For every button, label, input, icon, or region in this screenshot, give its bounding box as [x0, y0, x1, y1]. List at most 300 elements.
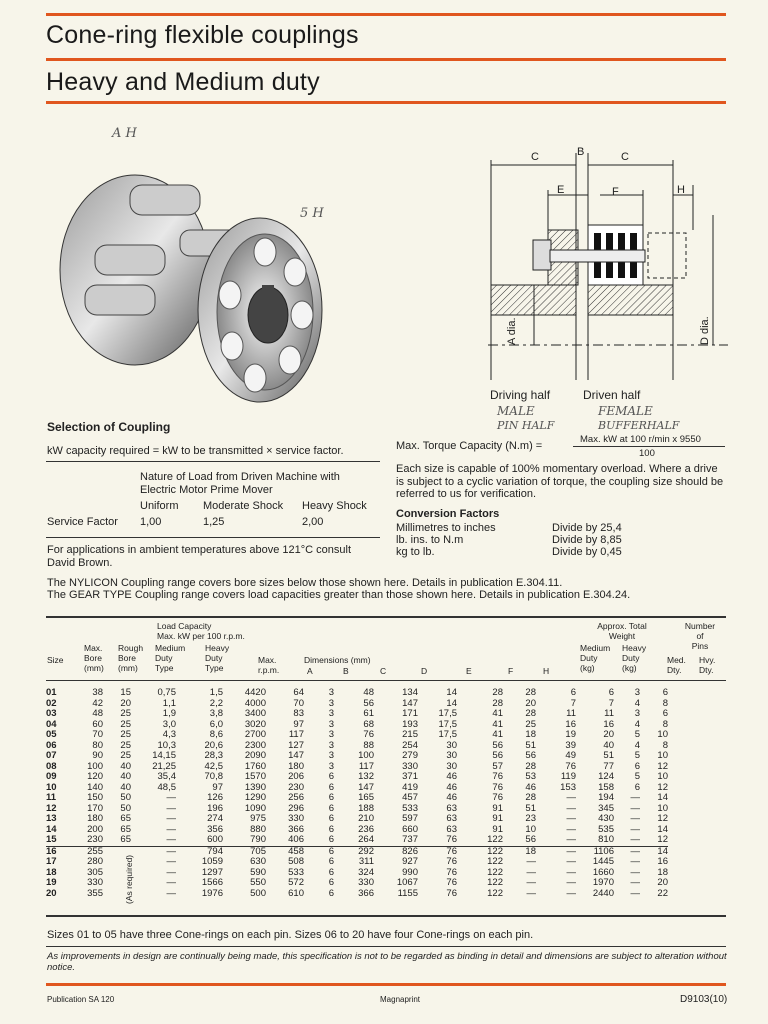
table-cell: 3020	[244, 718, 266, 730]
table-cell: 77	[603, 760, 614, 772]
as-required-label: (As required)	[124, 854, 134, 904]
dim-label-d-dia: D dia.	[699, 316, 711, 345]
hdr-dim-h: H	[543, 666, 550, 676]
table-cell: 76	[446, 834, 457, 845]
nature-of-load-heading: Nature of Load from Driven Machine with Electric Motor Prime Mover	[140, 471, 340, 496]
table-cell: 91	[492, 823, 503, 835]
table-cell: 196	[207, 802, 223, 814]
table-cell: 16	[565, 718, 576, 730]
table-cell: 458	[288, 845, 304, 857]
table-cell: 5	[634, 729, 640, 740]
table-cell: —	[630, 845, 640, 857]
table-cell: 30	[446, 760, 457, 772]
hdr-dim-e: E	[466, 666, 472, 676]
table-cell: 3	[634, 708, 640, 719]
table-cell: 122	[487, 845, 503, 857]
table-cell: 3	[634, 687, 640, 698]
table-cell: 41	[492, 718, 503, 730]
hdr-dim-a: A	[307, 666, 313, 676]
range-note-gear: The GEAR TYPE Coupling range covers load capacities greater than those shown here. Details in publication E.304.24.	[47, 589, 631, 601]
table-cell: 6	[570, 687, 576, 698]
table-cell: 15	[46, 834, 57, 845]
table-cell: 535	[598, 823, 614, 835]
table-cell: 12	[657, 781, 668, 793]
table-cell: 134	[402, 687, 418, 698]
table-cell: 371	[402, 771, 418, 782]
table-cell: 147	[358, 781, 374, 793]
table-cell: 119	[560, 771, 576, 782]
table-cell: 1660	[592, 866, 614, 878]
table-cell: 5	[634, 750, 640, 761]
table-cell: 76	[446, 845, 457, 857]
table-cell: 210	[358, 813, 374, 824]
table-cell: 122	[487, 887, 503, 899]
table-cell: —	[630, 802, 640, 814]
table-cell: —	[630, 856, 640, 867]
range-note-nylicon: The NYLICON Coupling range covers bore sizes below those shown here. Details in publication E.304.11.	[47, 577, 563, 589]
table-cell: 19	[565, 729, 576, 740]
table-cell: —	[166, 866, 176, 878]
table-cell: 02	[46, 697, 57, 709]
table-cell: 4	[634, 697, 640, 709]
conversion-factor-1: Divide by 25,4	[552, 522, 622, 534]
table-cell: 03	[46, 708, 57, 719]
table-cell: 2440	[592, 887, 614, 899]
table-cell: 3	[328, 760, 334, 772]
table-cell: 3	[328, 750, 334, 761]
table-cell: 25	[120, 708, 131, 719]
hdr-load-capacity: Load Capacity Max. kW per 100 r.p.m.	[157, 621, 245, 641]
table-cell: 04	[46, 718, 57, 730]
table-cell: 6	[328, 823, 334, 835]
selection-rule-bottom	[46, 537, 380, 538]
table-cell: 600	[207, 834, 223, 845]
table-cell: —	[630, 813, 640, 824]
table-cell: 790	[250, 834, 266, 845]
table-cell: 200	[87, 823, 103, 835]
table-cell: 7	[608, 697, 614, 709]
table-header-rule	[46, 680, 726, 681]
table-cell: 1976	[201, 887, 223, 899]
hdr-pins-heavy: Hvy. Dty.	[699, 655, 716, 675]
table-cell: 1566	[201, 877, 223, 888]
table-cell: 56	[525, 750, 536, 761]
table-cell: 70,8	[204, 771, 223, 782]
table-cell: 56	[492, 739, 503, 751]
table-cell: 6	[328, 856, 334, 867]
table-cell: 14	[46, 823, 57, 835]
driving-half-label: Driving half	[490, 388, 551, 402]
table-cell: 188	[358, 802, 374, 814]
table-cell: 158	[598, 781, 614, 793]
cone-ring-note: Sizes 01 to 05 have three Cone-rings on each pin. Sizes 06 to 20 have four Cone-rings on each pin.	[47, 929, 534, 941]
table-cell: 90	[92, 750, 103, 761]
hdr-rough-bore: Rough Bore (mm)	[118, 643, 144, 673]
table-cell: 170	[87, 802, 103, 814]
hdr-max-bore: Max. Bore (mm)	[84, 643, 104, 673]
table-cell: 46	[446, 781, 457, 793]
table-cell: 264	[358, 834, 374, 845]
table-cell: 147	[402, 697, 418, 709]
table-cell: 83	[293, 708, 304, 719]
table-cell: 11	[46, 792, 57, 803]
table-cell: 25	[120, 750, 131, 761]
table-cell: 63	[446, 813, 457, 824]
table-cell: 280	[87, 856, 103, 867]
table-cell: 2300	[244, 739, 266, 751]
table-cell: 572	[288, 877, 304, 888]
table-cell: 46	[446, 792, 457, 803]
table-cell: 06	[46, 739, 57, 751]
table-cell: 3	[328, 708, 334, 719]
driven-half-label: Driven half	[583, 388, 641, 402]
table-cell: 8,6	[209, 729, 223, 740]
table-cell: 3	[328, 687, 334, 698]
table-cell: 10	[46, 781, 57, 793]
table-cell: 28	[525, 760, 536, 772]
table-cell: 10	[657, 750, 668, 761]
table-cell: 48	[92, 708, 103, 719]
table-row	[46, 730, 668, 741]
table-cell: 292	[358, 845, 374, 857]
table-cell: —	[566, 802, 576, 814]
table-cell: 42,5	[204, 760, 223, 772]
table-cell: 76	[492, 792, 503, 803]
table-cell: 48	[363, 687, 374, 698]
table-cell: 64	[293, 687, 304, 698]
photo-handwriting-1: A H	[112, 126, 137, 141]
table-cell: 17,5	[438, 729, 457, 740]
hdr-dimensions: Dimensions (mm)	[304, 655, 371, 665]
table-cell: 1067	[396, 877, 418, 888]
table-cell: 153	[560, 781, 576, 793]
table-cell: 12	[657, 834, 668, 845]
dim-label-c-right: C	[621, 151, 629, 163]
table-cell: 419	[402, 781, 418, 793]
table-cell: —	[526, 866, 536, 878]
table-cell: 14	[657, 792, 668, 803]
table-cell: —	[630, 792, 640, 803]
table-cell: 3,8	[209, 708, 223, 719]
table-cell: 296	[288, 802, 304, 814]
table-cell: 366	[288, 823, 304, 835]
table-cell: 30	[446, 739, 457, 751]
table-cell: 25	[120, 718, 131, 730]
table-cell: 6	[328, 813, 334, 824]
table-cell: 630	[250, 856, 266, 867]
footer-printer: Magnaprint	[380, 995, 421, 1004]
top-rule	[46, 13, 726, 16]
table-cell: 975	[250, 813, 266, 824]
torque-fraction-line	[573, 446, 725, 447]
table-cell: 508	[288, 856, 304, 867]
hdr-max-rpm: Max. r.p.m.	[258, 655, 280, 675]
table-cell: 49	[565, 750, 576, 761]
service-factor-label: Service Factor	[47, 516, 118, 528]
table-cell: 122	[487, 856, 503, 867]
table-cell: —	[630, 823, 640, 835]
table-cell: 12	[657, 760, 668, 772]
notes-rule	[46, 946, 726, 947]
table-cell: 80	[92, 739, 103, 751]
table-cell: 39	[565, 739, 576, 751]
table-cell: 20	[525, 697, 536, 709]
table-cell: 8	[662, 739, 668, 751]
table-cell: 16	[603, 718, 614, 730]
table-cell: 56	[492, 750, 503, 761]
table-cell: 330	[288, 813, 304, 824]
table-cell: 230	[87, 834, 103, 845]
hdr-weight-heavy: Heavy Duty (kg)	[622, 643, 647, 673]
table-cell: 14	[657, 823, 668, 835]
table-cell: 406	[288, 834, 304, 845]
hdr-weight-medium: Medium Duty (kg)	[580, 643, 611, 673]
table-cell: 76	[565, 760, 576, 772]
table-cell: 132	[358, 771, 374, 782]
title-bottom-rule	[46, 101, 726, 104]
table-cell: 18	[525, 729, 536, 740]
table-cell: 21,25	[152, 760, 176, 772]
table-cell: 46	[446, 771, 457, 782]
table-cell: 6	[662, 687, 668, 698]
table-cell: 08	[46, 760, 57, 772]
table-cell: 63	[446, 802, 457, 814]
table-cell: 6	[328, 802, 334, 814]
table-cell: 65	[120, 834, 131, 845]
table-cell: 1106	[593, 845, 614, 857]
table-cell: 16	[657, 856, 668, 867]
table-cell: 13	[46, 813, 57, 824]
table-cell: 5	[634, 771, 640, 782]
table-cell: 57	[492, 760, 503, 772]
table-cell: 20,6	[204, 739, 223, 751]
table-cell: —	[166, 792, 176, 803]
table-cell: 215	[402, 729, 418, 740]
dim-label-b: B	[577, 146, 585, 158]
table-row	[46, 793, 668, 804]
table-cell: 4000	[244, 697, 266, 709]
table-cell: 14	[657, 845, 668, 857]
handwriting-female: FEMALE	[598, 404, 653, 418]
table-cell: 236	[358, 823, 374, 835]
table-cell: 20	[657, 877, 668, 888]
table-cell: 16	[46, 845, 57, 857]
torque-label: Max. Torque Capacity (N.m) =	[396, 440, 543, 452]
table-cell: 10	[525, 823, 536, 835]
dim-label-h: H	[677, 184, 685, 196]
table-cell: 1290	[244, 792, 266, 803]
table-cell: 70	[92, 729, 103, 740]
table-cell: 533	[402, 802, 418, 814]
hdr-weight: Approx. Total Weight	[597, 621, 647, 641]
table-cell: 56	[363, 697, 374, 709]
table-row	[46, 857, 668, 868]
hdr-dim-c: C	[380, 666, 387, 676]
table-cell: 366	[358, 887, 374, 899]
table-cell: 3	[328, 739, 334, 751]
dim-label-f: F	[612, 186, 619, 198]
table-cell: 1,5	[209, 687, 223, 698]
table-cell: 705	[250, 845, 266, 857]
table-cell: 20	[120, 697, 131, 709]
factor-col-heavy: Heavy Shock	[302, 500, 367, 512]
table-cell: 01	[46, 687, 57, 698]
table-cell: 660	[402, 823, 418, 835]
table-cell: 1760	[244, 760, 266, 772]
table-cell: 117	[358, 760, 374, 772]
table-cell: 279	[402, 750, 418, 761]
hdr-dim-b: B	[343, 666, 349, 676]
table-cell: —	[166, 856, 176, 867]
table-cell: 63	[446, 823, 457, 835]
table-cell: —	[566, 856, 576, 867]
table-cell: 2090	[244, 750, 266, 761]
table-cell: 25	[120, 729, 131, 740]
table-cell: 19	[46, 877, 57, 888]
table-cell: 3400	[244, 708, 266, 719]
table-cell: 126	[207, 792, 223, 803]
table-cell: 05	[46, 729, 57, 740]
table-cell: 6	[328, 845, 334, 857]
middle-rule	[46, 58, 726, 61]
table-cell: 127	[288, 739, 304, 751]
table-cell: 4,3	[162, 729, 176, 740]
table-cell: 8	[662, 718, 668, 730]
photo-handwriting-2: 5 H	[300, 206, 324, 221]
table-cell: 274	[207, 813, 223, 824]
table-cell: 46	[525, 781, 536, 793]
handwriting-buffer-half: BUFFERHALF	[598, 419, 680, 432]
table-cell: 1970	[592, 877, 614, 888]
page-title-line1: Cone-ring flexible couplings	[46, 21, 359, 49]
table-cell: 38	[92, 687, 103, 698]
table-cell: 122	[487, 877, 503, 888]
table-cell: 17,5	[438, 708, 457, 719]
table-cell: 330	[402, 760, 418, 772]
table-cell: 1059	[201, 856, 223, 867]
conversion-factor-3: Divide by 0,45	[552, 546, 622, 558]
table-cell: 30	[446, 750, 457, 761]
table-cell: 165	[358, 792, 374, 803]
table-row	[46, 688, 668, 699]
table-cell: 6	[662, 708, 668, 719]
table-cell: 41	[492, 708, 503, 719]
footer-rule	[46, 983, 726, 986]
table-cell: —	[166, 887, 176, 899]
table-cell: 11	[566, 708, 576, 719]
table-cell: 1155	[397, 887, 418, 899]
table-cell: 18	[525, 845, 536, 857]
table-cell: 880	[250, 823, 266, 835]
table-cell: 6	[328, 792, 334, 803]
table-cell: 4	[634, 718, 640, 730]
table-cell: 171	[402, 708, 418, 719]
table-cell: 20	[46, 887, 57, 899]
table-cell: 48,5	[157, 781, 176, 793]
table-cell: 122	[487, 866, 503, 878]
selection-heading: Selection of Coupling	[47, 420, 171, 434]
table-cell: 1,1	[162, 697, 176, 709]
table-cell: 305	[87, 866, 103, 878]
table-cell: 430	[598, 813, 614, 824]
table-cell: —	[566, 792, 576, 803]
table-cell: 1445	[592, 856, 614, 867]
table-cell: 10	[657, 802, 668, 814]
table-cell: 6	[328, 887, 334, 899]
table-top-rule	[46, 616, 726, 618]
table-cell: 28	[492, 697, 503, 709]
table-cell: 09	[46, 771, 57, 782]
table-cell: 810	[598, 834, 614, 845]
table-cell: 355	[87, 887, 103, 899]
conversion-from-3: kg to lb.	[396, 546, 435, 558]
table-cell: —	[166, 877, 176, 888]
table-cell: 7	[570, 697, 576, 709]
coupling-photo	[40, 120, 340, 420]
table-cell: 50	[120, 792, 131, 803]
table-cell: 1297	[201, 866, 223, 878]
table-cell: 51	[525, 739, 536, 751]
ambient-note: For applications in ambient temperatures above 121°C consult David Brown.	[47, 544, 352, 569]
table-cell: —	[526, 856, 536, 867]
table-cell: 10,3	[157, 739, 176, 751]
table-cell: 3	[328, 729, 334, 740]
table-cell: 42	[92, 697, 103, 709]
table-cell: 91	[492, 813, 503, 824]
table-cell: 40	[120, 781, 131, 793]
table-cell: —	[566, 877, 576, 888]
table-cell: 40	[120, 760, 131, 772]
table-cell: 76	[492, 781, 503, 793]
table-cell: 0,75	[157, 687, 176, 698]
table-row	[46, 814, 668, 825]
table-cell: 91	[492, 802, 503, 814]
table-cell: 6	[328, 877, 334, 888]
coupling-spec-table	[46, 688, 668, 899]
table-cell: 180	[288, 760, 304, 772]
hdr-heavy-duty: Heavy Duty Type	[205, 643, 230, 673]
table-cell: 3,0	[162, 718, 176, 730]
table-cell: 40	[120, 771, 131, 782]
table-cell: —	[566, 823, 576, 835]
table-cell: 100	[358, 750, 374, 761]
factor-value-uniform: 1,00	[140, 516, 162, 528]
table-row	[46, 772, 668, 783]
table-cell: —	[566, 887, 576, 899]
table-cell: 6	[328, 834, 334, 845]
table-cell: 51	[525, 802, 536, 814]
table-cell: 1,9	[162, 708, 176, 719]
table-cell: 550	[250, 877, 266, 888]
table-cell: 28	[492, 687, 503, 698]
table-cell: 76	[446, 887, 457, 899]
table-cell: 18	[46, 866, 57, 878]
table-cell: 124	[598, 771, 614, 782]
table-cell: 194	[598, 792, 614, 803]
hdr-dim-f: F	[508, 666, 514, 676]
dim-label-a-dia: A dia.	[506, 317, 518, 345]
table-cell: 533	[288, 866, 304, 878]
table-cell: 68	[363, 718, 374, 730]
table-cell: 1570	[244, 771, 266, 782]
table-cell: 6	[328, 866, 334, 878]
table-row	[46, 889, 668, 900]
table-cell: 14	[446, 697, 457, 709]
table-cell: 100	[87, 760, 103, 772]
table-cell: 12	[657, 813, 668, 824]
table-cell: 150	[87, 792, 103, 803]
table-cell: 1390	[244, 781, 266, 793]
